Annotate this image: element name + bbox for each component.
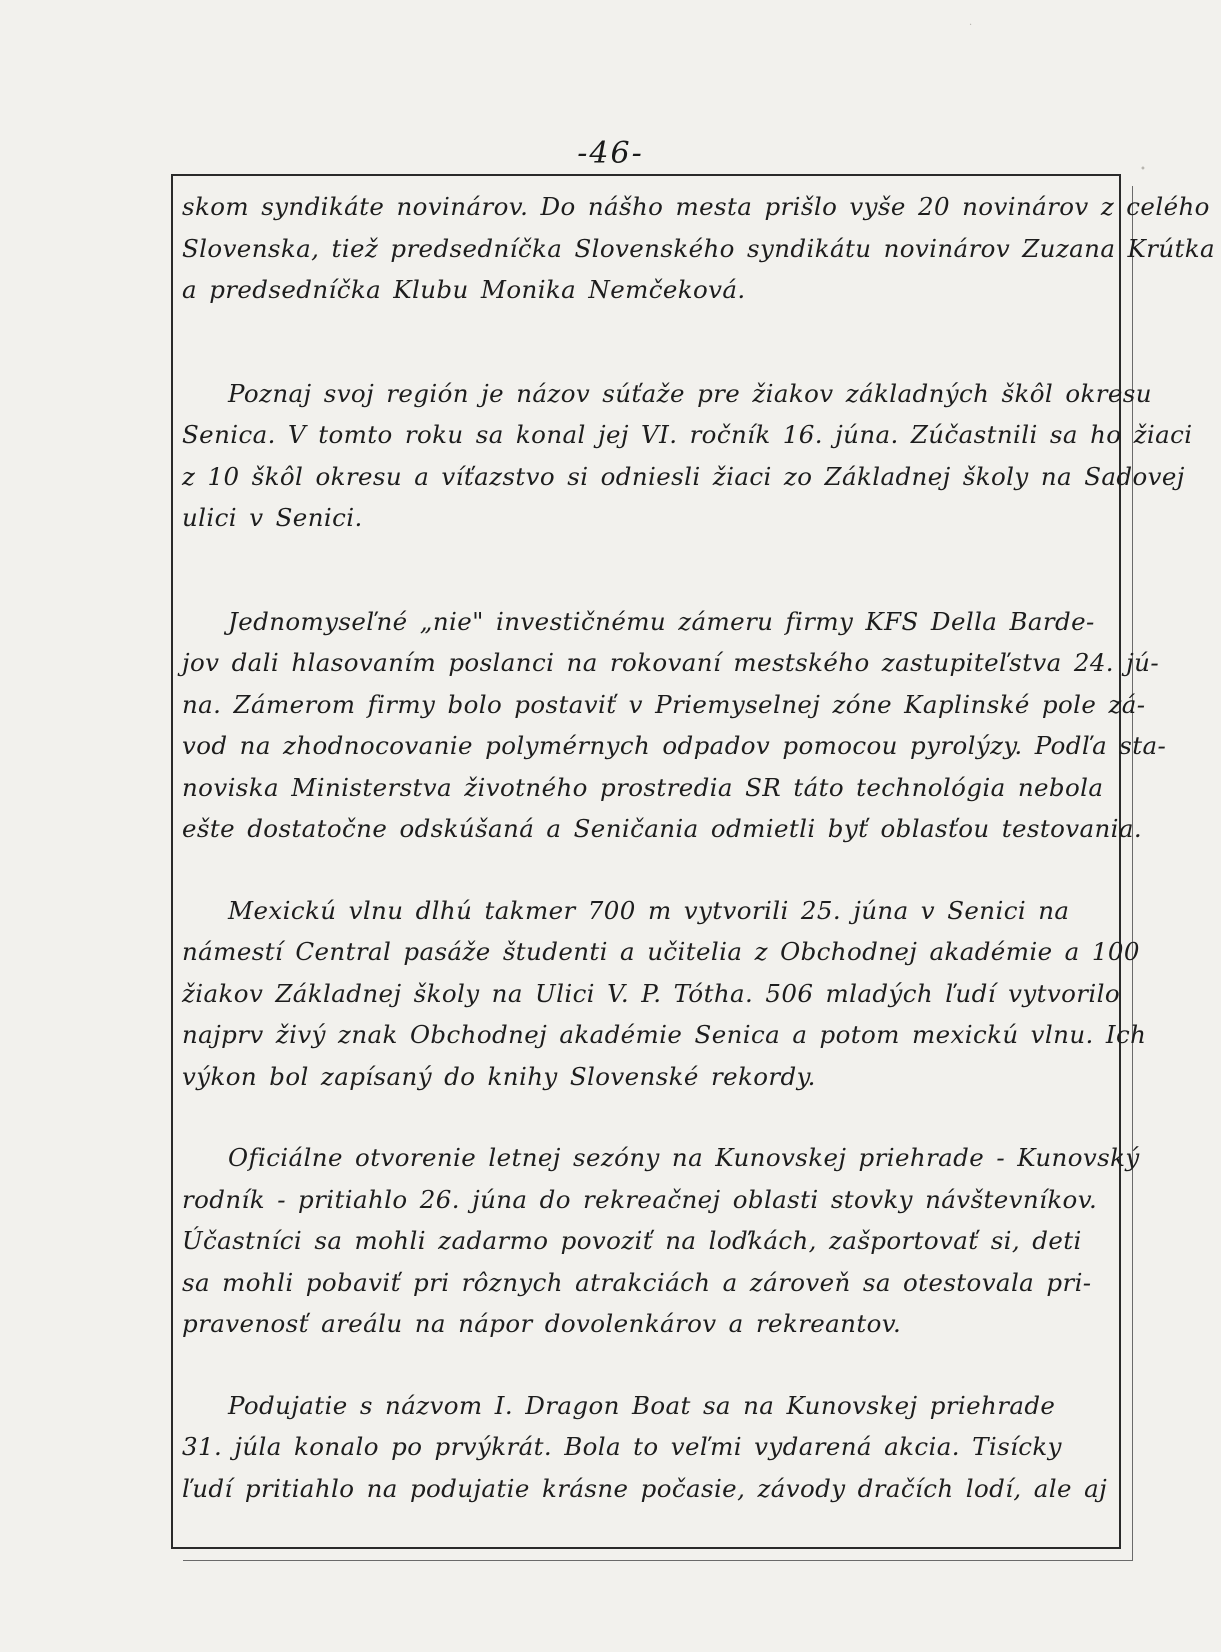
text-line: rodník - pritiahlo 26. júna do rekreačnej oblasti stovky návštevníkov. xyxy=(182,1184,1098,1214)
text-line: vod na zhodnocovanie polymérnych odpadov pomocou pyrolýzy. Podľa sta- xyxy=(182,731,1167,760)
handwritten-text-block xyxy=(182,186,1216,1509)
paragraph-gap xyxy=(182,1097,1122,1137)
text-line: Mexickú vlnu dlhú takmer 700 m vytvorili 25. júna v Senici na xyxy=(228,895,1070,925)
page-number: -46- xyxy=(577,136,644,171)
text-line: Účastníci sa mohli zadarmo povoziť na loďkách, zašportovať si, deti xyxy=(182,1226,1082,1255)
text-line: Oficiálne otvorenie letnej sezóny na Kunovskej priehrade - Kunovský xyxy=(228,1143,1140,1172)
text-line: na. Zámerom firmy bolo postaviť v Priemyselnej zóne Kaplinské pole zá- xyxy=(182,689,1146,719)
text-line: skom syndikáte novinárov. Do nášho mesta prišlo vyše 20 novinárov z celého xyxy=(182,192,1210,221)
text-line: 31. júla konalo po prvýkrát. Bola to veľmi vydarená akcia. Tisícky xyxy=(182,1432,1062,1461)
paragraph-gap xyxy=(182,1345,1122,1385)
paragraph-gap xyxy=(182,311,1122,373)
text-line: námestí Central pasáže študenti a učitelia z Obchodnej akadémie a 100 xyxy=(182,937,1140,966)
paragraph-gap xyxy=(182,539,1122,601)
text-line: najprv živý znak Obchodnej akadémie Senica a potom mexickú vlnu. Ich xyxy=(182,1020,1147,1049)
text-line: Slovenska, tiež predsedníčka Slovenského syndikátu novinárov Zuzana Krútka xyxy=(182,233,1216,263)
text-line: žiakov Základnej školy na Ulici V. P. Tótha. 506 mladých ľudí vytvorilo xyxy=(182,978,1120,1008)
paper-speck: • xyxy=(1140,164,1146,175)
paragraph-gap xyxy=(182,850,1122,890)
text-line: a predsedníčka Klubu Monika Nemčeková. xyxy=(182,275,746,304)
text-line: Poznaj svoj región je názov súťaže pre žiakov základných škôl okresu xyxy=(228,378,1152,408)
text-line: Podujatie s názvom I. Dragon Boat sa na Kunovskej priehrade xyxy=(228,1390,1056,1420)
text-line: jov dali hlasovaním poslanci na rokovaní mestského zastupiteľstva 24. jú- xyxy=(182,648,1160,677)
paper-speck: · xyxy=(969,20,973,31)
text-line: Senica. V tomto roku sa konal jej VI. ročník 16. júna. Zúčastnili sa ho žiaci xyxy=(182,420,1193,449)
text-line: sa mohli pobaviť pri rôznych atrakciách a zároveň sa otestovala pri- xyxy=(182,1267,1092,1297)
text-line: ulici v Senici. xyxy=(182,503,363,532)
text-line: pravenosť areálu na nápor dovolenkárov a rekreantov. xyxy=(182,1309,902,1338)
text-line: Jednomyseľné „nie" investičnému zámeru firmy KFS Della Barde- xyxy=(228,606,1095,636)
text-line: z 10 škôl okresu a víťazstvo si odniesli žiaci zo Základnej školy na Sadovej xyxy=(182,461,1185,491)
text-line: ľudí pritiahlo na podujatie krásne počasie, závody dračích lodí, ale aj xyxy=(182,1473,1108,1503)
text-line: ešte dostatočne odskúšaná a Seničania odmietli byť oblasťou testovania. xyxy=(182,814,1143,843)
text-line: výkon bol zapísaný do knihy Slovenské rekordy. xyxy=(182,1061,816,1091)
text-line: noviska Ministerstva životného prostredia SR táto technológia nebola xyxy=(182,772,1104,802)
